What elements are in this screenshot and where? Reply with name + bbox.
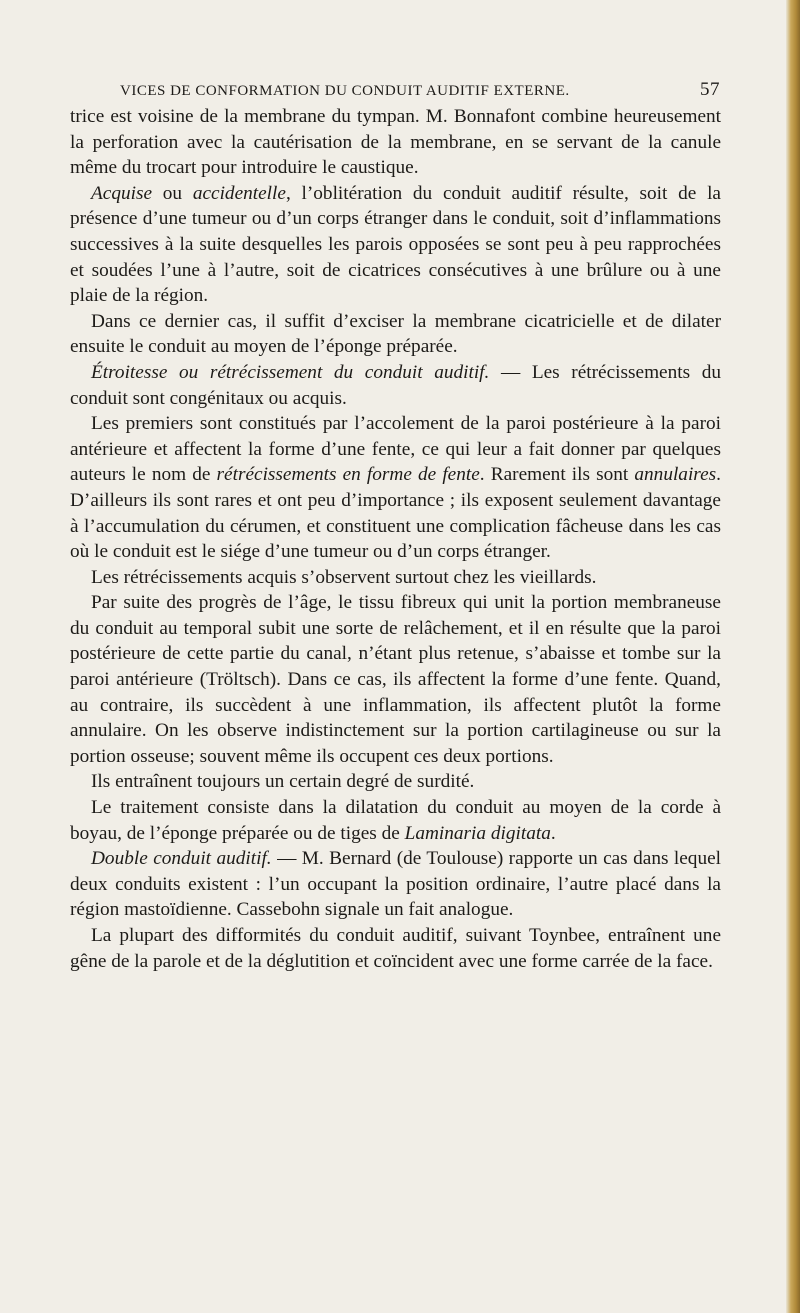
text-run: .: [550, 822, 556, 844]
italic-text: accidentelle: [192, 182, 286, 204]
italic-text: Laminaria digitata: [404, 822, 551, 844]
paragraph: [70, 411, 721, 565]
text-run: . D’ailleurs ils sont rares et ont peu d’importance ; ils exposent seulement davantage à l’accumulation du cérumen, et constituent une complication fâcheuse dans les cas où le conduit est le siége d’une tumeur ou d’un corps étranger.: [70, 464, 721, 563]
page-number: 57: [700, 79, 720, 100]
text-run: Ils entraînent toujours un certain degré de surdité.: [91, 771, 475, 793]
paragraph: [70, 795, 721, 846]
text-run: trice est voisine de la membrane du tympan. M. Bonnafont combine heureusement la perforation avec la cautérisation de la membrane, en se servant de la canule même du trocart pour introduire le caustique.: [70, 106, 721, 179]
text-run: Les premiers sont constitués par l’accolement de la paroi postérieure à la paroi antérieure et affectent la forme d’une fente, ce qui leur a fait donner par quelques auteurs le nom de: [70, 413, 721, 486]
text-run: , l’oblitération du conduit auditif résulte, soit de la présence d’une tumeur ou d’un corps étranger dans le conduit, soit d’inflammations successives à la suite desquelles les parois opposées se sont peu à peu rapprochées et soudées l’une à l’autre, soit de cicatrices consécutives à une brûlure ou à une plaie de la région.: [70, 182, 721, 307]
paragraph: [70, 565, 721, 591]
italic-text: rétrécissements en forme de fente: [216, 464, 480, 486]
text-run: — M. Bernard (de Toulouse) rapporte un cas dans lequel deux conduits existent : l’un occupant la position ordinaire, l’autre placé dans la région mastoïdienne. Cassebohn signale un fait analogue.: [70, 848, 722, 921]
text-run: Par suite des progrès de l’âge, le tissu fibreux qui unit la portion membraneuse du conduit au temporal subit une sorte de relâchement, et il en résulte que la paroi postérieure de cette partie du canal, n’étant plus retenue, s’abaisse et tombe sur la paroi antérieure (Tröltsch). Dans ce cas, ils affectent la forme d’une fente. Quand, au contraire, ils succèdent à une inflammation, ils affectent plutôt la forme annulaire. On les observe indistinctement sur la portion cartilagineuse ou sur la portion osseuse; souvent même ils occupent ces deux portions.: [70, 592, 721, 767]
paragraph: [70, 590, 721, 769]
running-header: [120, 79, 720, 101]
italic-text: Double conduit auditif.: [91, 848, 272, 870]
paragraph: [70, 181, 721, 309]
page-edge: [786, 0, 800, 1313]
paragraph: [70, 309, 721, 360]
text-run: — Les rétrécissements du conduit sont congénitaux ou acquis.: [70, 361, 721, 409]
text-run: Dans ce dernier cas, il suffit d’exciser la membrane cicatricielle et de dilater ensuite le conduit au moyen de l’éponge préparée.: [70, 310, 721, 358]
italic-text: annulaires: [634, 464, 717, 486]
paragraph: [70, 846, 721, 923]
text-run: . Rarement ils sont: [479, 464, 635, 486]
running-title: VICES DE CONFORMATION DU CONDUIT AUDITIF EXTERNE.: [120, 83, 570, 99]
paragraph: [70, 104, 721, 181]
paragraph: [70, 360, 721, 411]
body-text: [70, 104, 721, 974]
text-run: ou: [152, 182, 193, 204]
paragraph: [70, 923, 721, 974]
text-run: Le traitement consiste dans la dilatation du conduit au moyen de la corde à boyau, de l’éponge préparée ou de tiges de: [70, 797, 721, 844]
italic-text: Étroitesse ou rétrécissement du conduit auditif.: [91, 361, 490, 383]
italic-text: Acquise: [91, 182, 153, 204]
text-run: La plupart des difformités du conduit auditif, suivant Toynbee, entraînent une gêne de la parole et de la déglutition et coïncident avec une forme carrée de la face.: [70, 925, 721, 972]
text-run: Les rétrécissements acquis s’observent surtout chez les vieillards.: [91, 566, 597, 588]
paragraph: [70, 769, 721, 795]
